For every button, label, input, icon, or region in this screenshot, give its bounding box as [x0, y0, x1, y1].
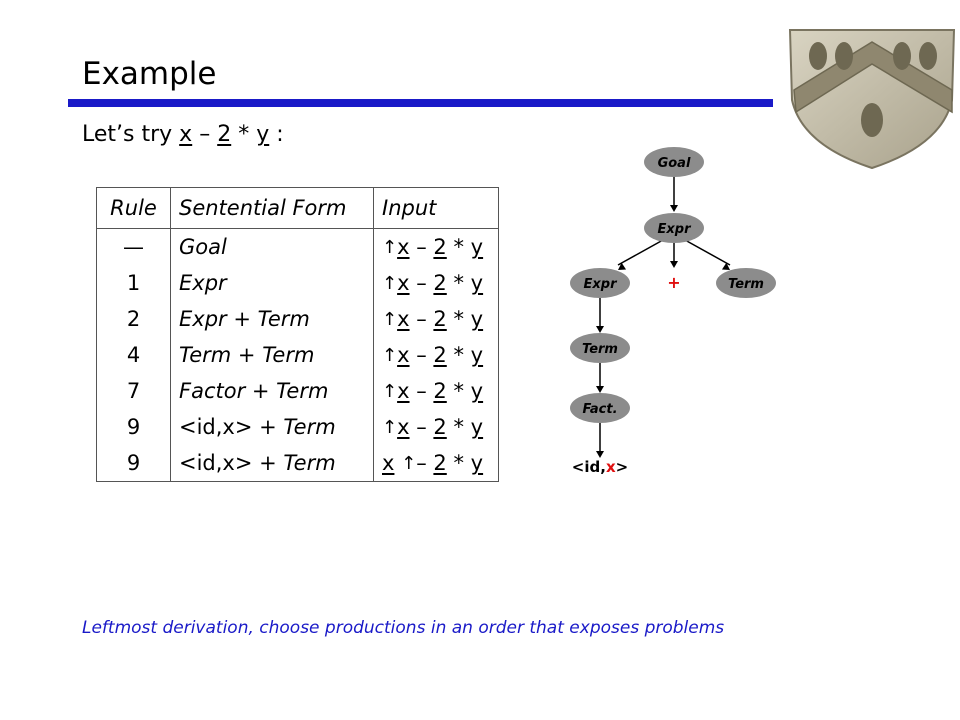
form-symbol: Term: [179, 343, 232, 367]
form-symbol: Expr: [179, 307, 227, 331]
input-cell: [374, 301, 499, 337]
input-token: –: [416, 415, 427, 439]
table-row: [97, 445, 499, 482]
form-symbol: Term: [276, 379, 329, 403]
input-token: y: [470, 271, 484, 295]
table-row: [97, 337, 499, 373]
intro-suffix: :: [269, 122, 284, 147]
header-input: Input: [374, 188, 499, 229]
input-cell: [374, 445, 499, 482]
input-cursor-arrow-icon: ↑: [382, 309, 398, 330]
tree-leaf-id-x: [572, 458, 628, 476]
tree-node-term-left: [570, 333, 630, 363]
sentential-form-cell: [171, 229, 374, 266]
parse-tree: [560, 140, 800, 500]
tree-node-expr-root: [644, 213, 704, 243]
input-token: –: [416, 343, 427, 367]
input-token: –: [416, 379, 427, 403]
table-header-row: [97, 188, 499, 229]
rule-cell: 9: [97, 445, 171, 482]
input-token: x: [397, 379, 410, 403]
form-symbol: +: [231, 343, 263, 367]
intro-minus: –: [192, 122, 218, 147]
header-rule: Rule: [97, 188, 171, 229]
form-symbol: Goal: [179, 235, 227, 259]
tree-edge: [685, 240, 730, 265]
tree-edge-arrowhead: [670, 261, 678, 268]
input-token: x: [397, 271, 410, 295]
input-cursor-arrow-icon: ↑: [401, 453, 417, 474]
tree-node-label: +: [667, 273, 681, 292]
intro-prefix: Let’s try: [82, 122, 180, 147]
form-symbol: +: [252, 415, 284, 439]
input-token: 2: [433, 415, 447, 439]
input-token: –: [416, 235, 427, 259]
input-token: *: [453, 451, 464, 475]
table-body: [97, 229, 499, 482]
input-token: x: [397, 343, 410, 367]
tree-node-label: Goal: [657, 156, 691, 171]
form-symbol: +: [252, 451, 284, 475]
sentential-form-cell: [171, 409, 374, 445]
tree-node-label: Term: [728, 277, 764, 292]
input-token: y: [470, 379, 484, 403]
input-cell: [374, 373, 499, 409]
input-cell: [374, 337, 499, 373]
input-token: x: [397, 415, 410, 439]
input-token: 2: [433, 307, 447, 331]
tree-node-plus: [667, 273, 680, 292]
tree-leaf-part: >: [615, 458, 629, 476]
table-row: [97, 373, 499, 409]
table-row: [97, 409, 499, 445]
intro-y: y: [256, 122, 270, 147]
input-token: *: [453, 343, 464, 367]
form-symbol: Term: [257, 307, 310, 331]
input-cell: [374, 265, 499, 301]
rule-cell: 7: [97, 373, 171, 409]
input-token: *: [453, 307, 464, 331]
intro-star: *: [231, 122, 257, 147]
input-token: y: [470, 235, 484, 259]
input-cursor-arrow-icon: ↑: [382, 273, 398, 294]
tree-nodes: [570, 147, 776, 476]
tree-node-fact: [570, 393, 630, 423]
slide-title: Example: [82, 56, 217, 92]
sentential-form-cell: [171, 301, 374, 337]
tree-edge-arrowhead: [670, 205, 678, 212]
input-token: y: [470, 343, 484, 367]
tree-edge: [618, 240, 663, 265]
input-token: y: [470, 415, 484, 439]
input-cell: [374, 229, 499, 266]
input-token: 2: [433, 271, 447, 295]
input-token: 2: [433, 343, 447, 367]
tree-node-label: Fact.: [582, 402, 618, 417]
sentential-form-cell: [171, 337, 374, 373]
input-token: –: [416, 271, 427, 295]
tree-leaf-part: x: [605, 458, 616, 476]
input-cell: [374, 409, 499, 445]
tree-node-term-right: [716, 268, 776, 298]
rule-cell: 9: [97, 409, 171, 445]
title-underline-bar: [68, 99, 773, 107]
form-symbol: Expr: [179, 271, 227, 295]
input-token: y: [470, 451, 484, 475]
slide-caption: Leftmost derivation, choose productions in an order that exposes problems: [82, 618, 725, 638]
input-token: 2: [433, 451, 447, 475]
tree-node-label: Term: [582, 342, 618, 357]
form-symbol: <id,x>: [179, 451, 253, 475]
header-sentential-form: Sentential Form: [171, 188, 374, 229]
sentential-form-cell: [171, 445, 374, 482]
form-symbol: Term: [283, 415, 336, 439]
input-token: 2: [433, 379, 447, 403]
form-symbol: +: [226, 307, 258, 331]
rule-cell: 2: [97, 301, 171, 337]
form-symbol: Factor: [179, 379, 246, 403]
input-cursor-arrow-icon: ↑: [382, 417, 398, 438]
tree-node-label: Expr: [657, 222, 691, 237]
rule-cell: 1: [97, 265, 171, 301]
university-crest-logo: [782, 20, 960, 170]
input-token: *: [453, 379, 464, 403]
input-token: –: [416, 307, 427, 331]
tree-node-expr-left: [570, 268, 630, 298]
table-row: [97, 301, 499, 337]
input-token: *: [453, 235, 464, 259]
tree-leaf-part: <id,: [571, 458, 606, 476]
tree-node-label: Expr: [583, 277, 617, 292]
form-symbol: +: [245, 379, 277, 403]
input-token: y: [470, 307, 484, 331]
input-token: *: [453, 415, 464, 439]
input-cursor-arrow-icon: ↑: [382, 381, 398, 402]
intro-x: x: [179, 122, 193, 147]
intro-two: 2: [217, 122, 232, 147]
table-row: [97, 229, 499, 266]
input-token: 2: [433, 235, 447, 259]
form-symbol: Term: [262, 343, 315, 367]
input-token: x: [397, 307, 410, 331]
input-token: *: [453, 271, 464, 295]
form-symbol: <id,x>: [179, 415, 253, 439]
tree-edge-arrowhead: [596, 451, 604, 458]
sentential-form-cell: [171, 373, 374, 409]
input-token: x: [397, 235, 410, 259]
intro-line: [82, 122, 284, 147]
tree-node-goal: [644, 147, 704, 177]
input-token: –: [416, 451, 427, 475]
input-cursor-arrow-icon: ↑: [382, 345, 398, 366]
form-symbol: Term: [283, 451, 336, 475]
table-row: [97, 265, 499, 301]
input-token: x: [382, 451, 395, 475]
rule-cell: 4: [97, 337, 171, 373]
tree-edge-arrowhead: [596, 386, 604, 393]
input-cursor-arrow-icon: ↑: [382, 237, 398, 258]
tree-edge-arrowhead: [596, 326, 604, 333]
sentential-form-cell: [171, 265, 374, 301]
rule-cell: —: [97, 229, 171, 266]
derivation-table: [96, 187, 499, 482]
